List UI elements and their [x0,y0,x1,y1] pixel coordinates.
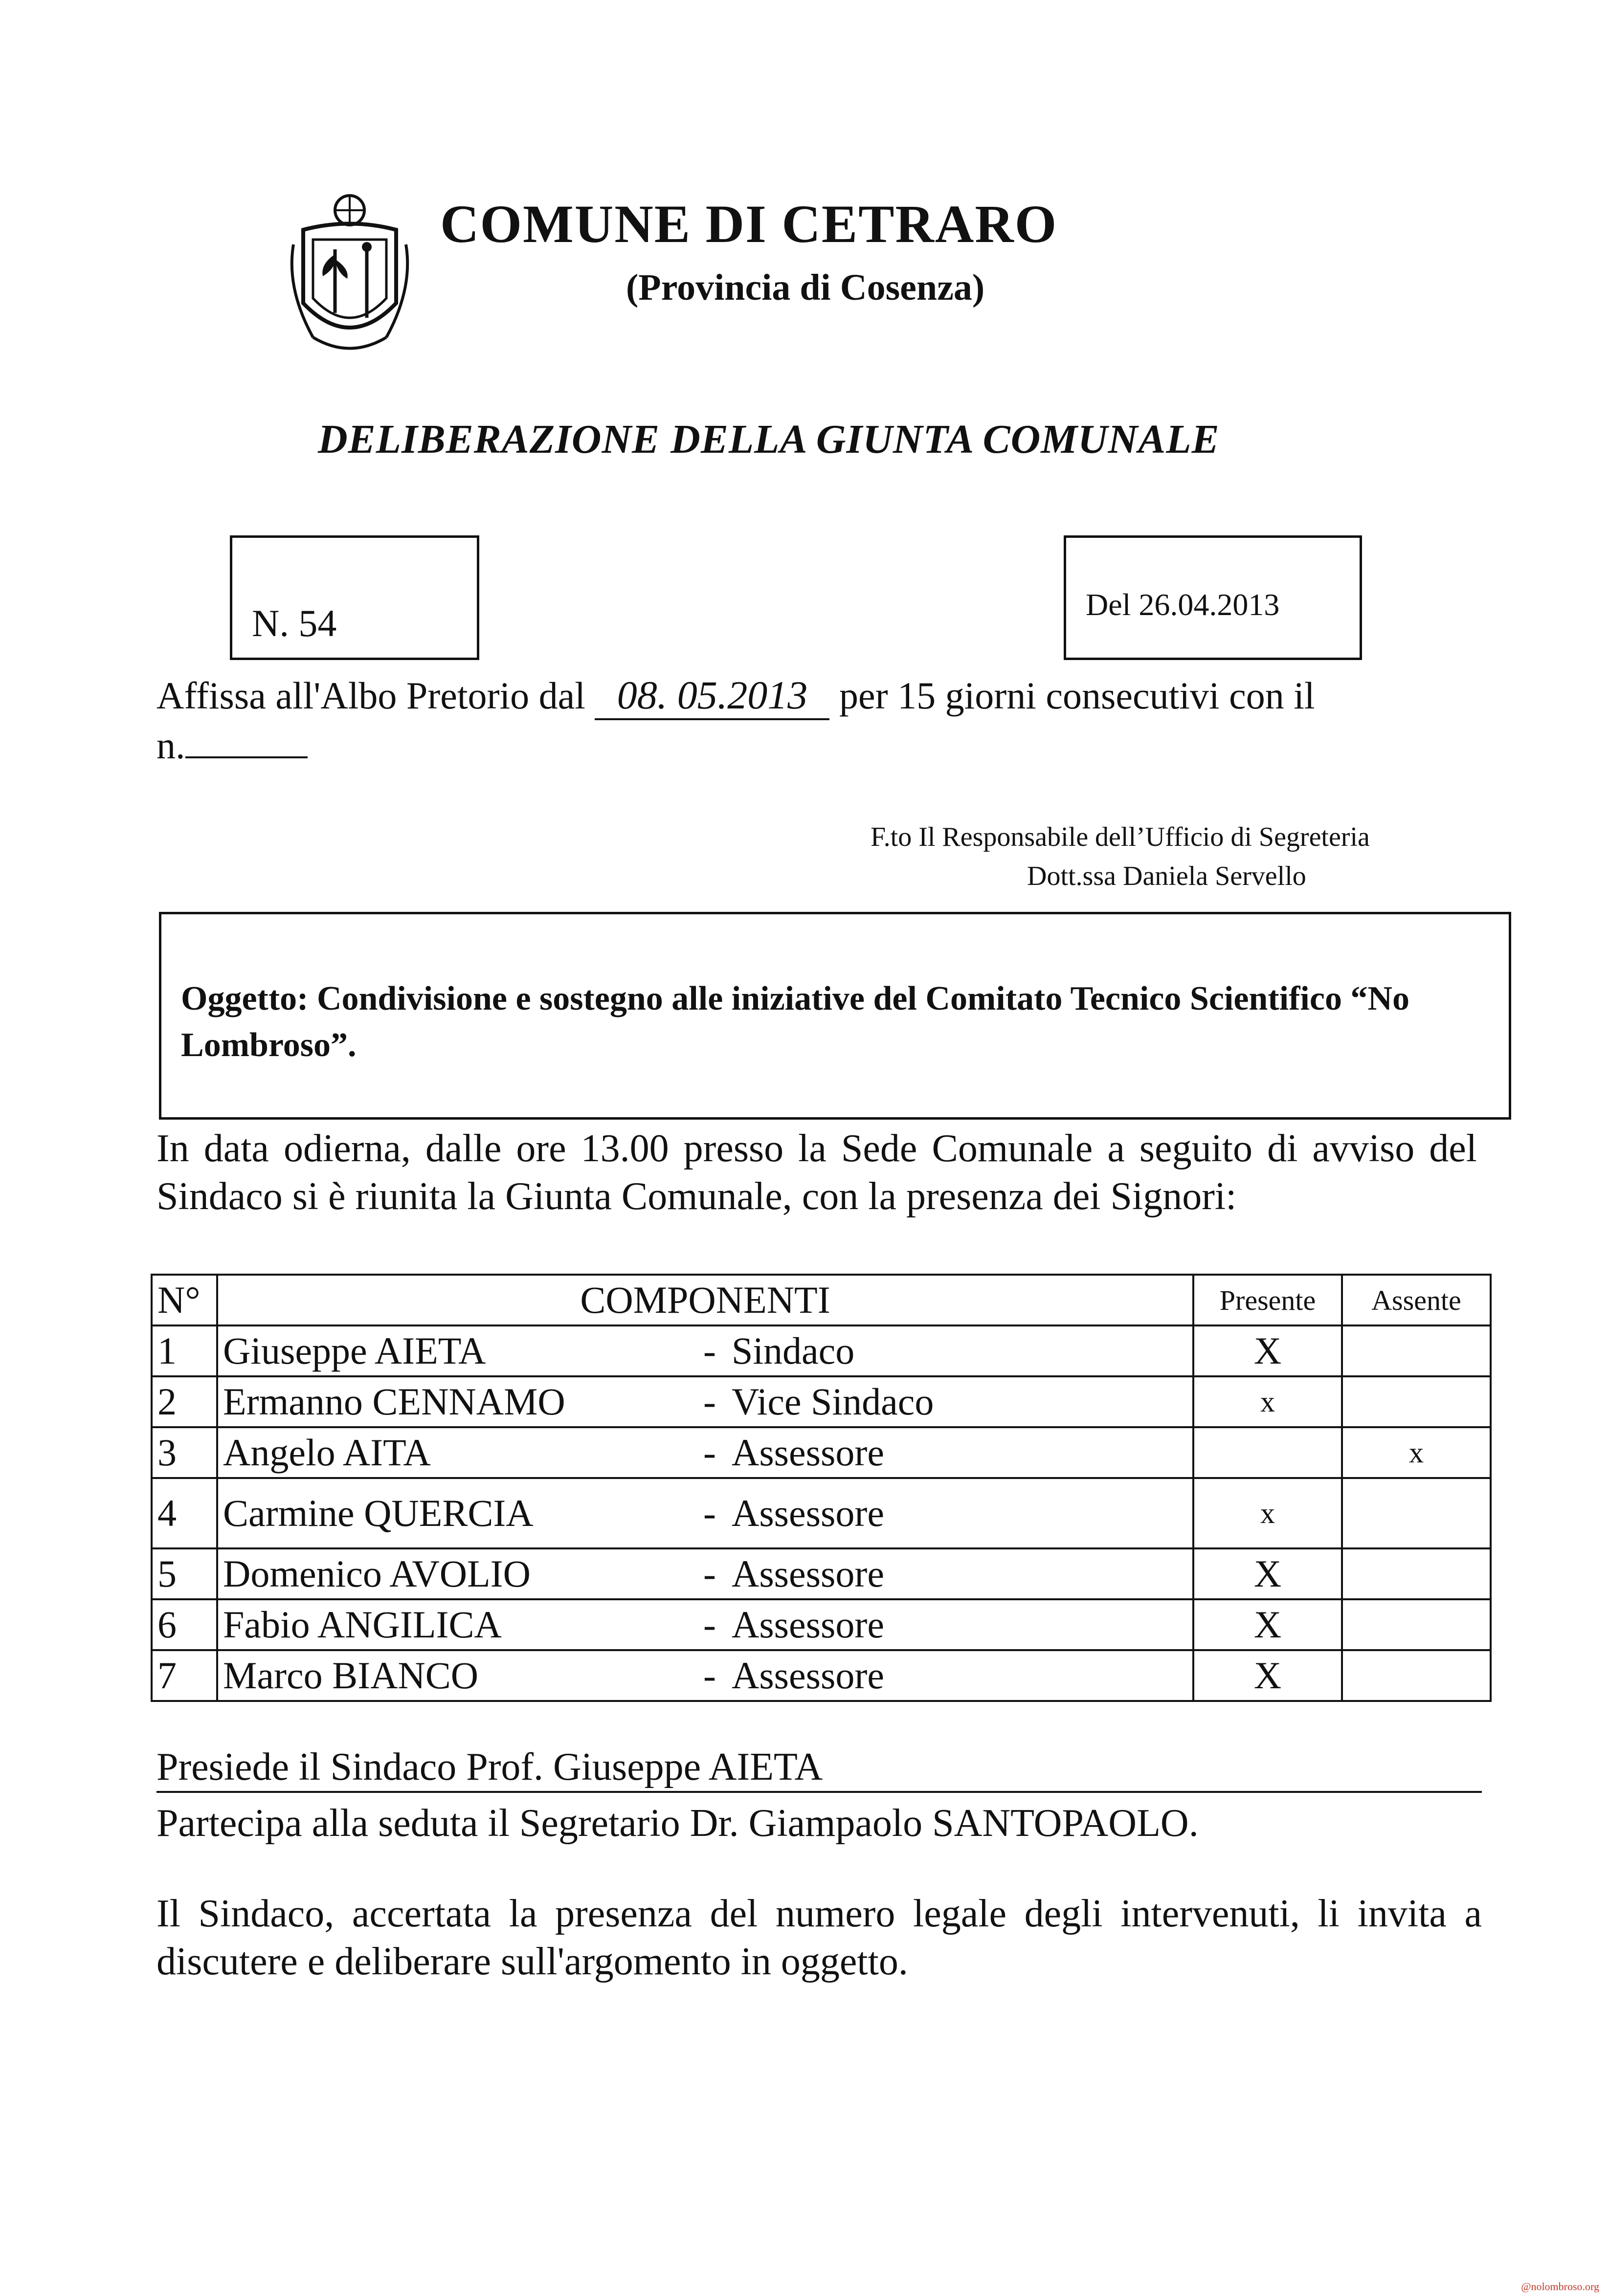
member-role: Assessore [732,1552,884,1595]
subject-text: Oggetto: Condivisione e sostegno alle iniziative del Comitato Tecnico Scientifico “No Lombroso”. [181,980,1410,1064]
member-name: Giuseppe AIETA [223,1329,486,1372]
deliberation-number: N. 54 [252,602,337,644]
posting-suffix: per 15 giorni consecutivi con il [839,674,1315,717]
member-cell [217,1427,1193,1478]
member-name: Fabio ANGILICA [223,1603,502,1646]
header-number: N° [152,1275,217,1325]
member-role: Assessore [732,1654,884,1697]
row-number: 4 [152,1478,217,1548]
member-cell [217,1548,1193,1599]
presides-line: Presiede il Sindaco Prof. Giuseppe AIETA [156,1743,1482,1793]
member-cell [217,1478,1193,1548]
row-number: 2 [152,1376,217,1427]
member-dash: - [703,1654,716,1697]
absent-mark [1342,1376,1491,1427]
member-name: Angelo AITA [223,1431,431,1474]
member-dash: - [703,1552,716,1595]
member-name: Domenico AVOLIO [223,1552,531,1595]
absent-mark [1342,1548,1491,1599]
attendance-table [151,1274,1492,1702]
deliberation-number-box [230,535,479,660]
row-number: 1 [152,1325,217,1376]
member-role: Assessore [732,1603,884,1646]
row-number: 3 [152,1427,217,1478]
member-role: Sindaco [732,1329,855,1372]
subject-box [159,912,1511,1120]
posting-number-label: n. [156,724,185,767]
posting-number-line [156,724,308,768]
signature-name: Dott.ssa Daniela Servello [1027,861,1306,891]
table-row [152,1325,1491,1376]
posting-prefix: Affissa all'Albo Pretorio dal [156,674,585,717]
member-name: Marco BIANCO [223,1654,479,1697]
member-role: Assessore [732,1431,884,1474]
row-number: 5 [152,1548,217,1599]
posting-line [156,672,1315,720]
header-members: COMPONENTI [217,1275,1193,1325]
deliberation-date: Del 26.04.2013 [1086,587,1280,622]
absent-mark [1342,1650,1491,1701]
table-row [152,1599,1491,1650]
intro-paragraph: In data odierna, dalle ore 13.00 presso la Sede Comunale a seguito di avviso del Sindaco si è riunita la Giunta Comunale, con la presenza dei Signori: [156,1127,1477,1218]
present-mark: X [1193,1548,1342,1599]
member-cell [217,1325,1193,1376]
row-number: 6 [152,1599,217,1650]
present-mark [1193,1427,1342,1478]
absent-mark [1342,1599,1491,1650]
absent-mark: x [1342,1427,1491,1478]
closing-paragraph: Il Sindaco, accertata la presenza del numero legale degli intervenuti, li invita a discutere e deliberare sull'argomento in oggetto. [156,1892,1482,1983]
present-mark: X [1193,1325,1342,1376]
deliberation-heading: DELIBERAZIONE DELLA GIUNTA COMUNALE [318,417,1220,462]
signature-role: F.to Il Responsabile dell’Ufficio di Segreteria [871,822,1370,852]
document-subtitle: (Provincia di Cosenza) [626,267,985,308]
posting-number-blank [185,756,308,758]
present-mark: X [1193,1599,1342,1650]
member-cell [217,1650,1193,1701]
member-dash: - [703,1492,716,1534]
table-row [152,1478,1491,1548]
member-role: Vice Sindaco [732,1380,934,1423]
watermark-stamp: @nolombroso.org [1521,2280,1599,2293]
member-role: Assessore [732,1492,884,1534]
table-row [152,1376,1491,1427]
absent-mark [1342,1478,1491,1548]
table-row [152,1650,1491,1701]
coat-of-arms-emblem [284,191,416,362]
member-dash: - [703,1380,716,1423]
document-title: COMUNE DI CETRARO [440,194,1058,254]
member-dash: - [703,1431,716,1474]
header-present: Presente [1193,1275,1342,1325]
member-cell [217,1599,1193,1650]
present-mark: X [1193,1650,1342,1701]
member-name: Carmine QUERCIA [223,1492,534,1534]
absent-mark [1342,1325,1491,1376]
header-absent: Assente [1342,1275,1491,1325]
member-dash: - [703,1603,716,1646]
deliberation-date-box [1064,535,1362,660]
member-cell [217,1376,1193,1427]
member-dash: - [703,1329,716,1372]
table-header-row [152,1275,1491,1325]
secretary-line: Partecipa alla seduta il Segretario Dr. Giampaolo SANTOPAOLO. [156,1802,1199,1845]
table-row [152,1548,1491,1599]
row-number: 7 [152,1650,217,1701]
member-name: Ermanno CENNAMO [223,1380,565,1423]
present-mark: x [1193,1478,1342,1548]
handwritten-posting-date: 08. 05.2013 [595,672,829,720]
table-row [152,1427,1491,1478]
present-mark: x [1193,1376,1342,1427]
